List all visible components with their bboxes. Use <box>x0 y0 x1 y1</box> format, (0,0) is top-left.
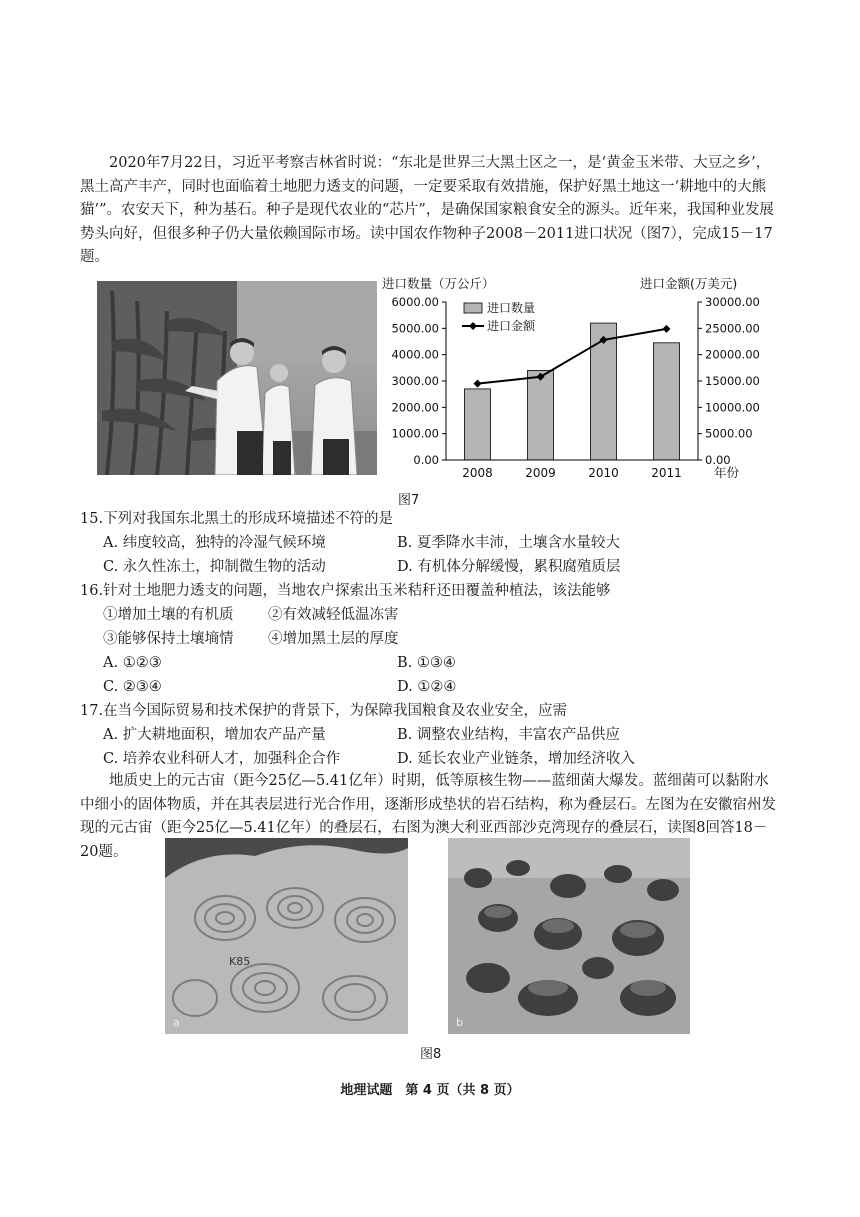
quantity-bar-2011 <box>654 343 680 460</box>
shark-bay-stromatolites-photo <box>448 838 690 1034</box>
question-17-option-d[interactable]: D. 延长农业产业链条，增加经济收入 <box>397 751 635 767</box>
x-tick-label-2010: 2010 <box>588 466 619 480</box>
shark-bay-illustration <box>448 838 690 1034</box>
x-axis-labels <box>462 466 682 480</box>
question-text: 下列对我国东北黑土的形成环境描述不符的是 <box>103 511 394 527</box>
photo-a-label: a <box>173 1016 180 1029</box>
left-tick-label: 3000.00 <box>391 374 439 388</box>
fossil-marking: K85 <box>229 955 251 968</box>
question-16-option-b[interactable]: B. ①③④ <box>397 655 456 671</box>
question-17-stem <box>80 699 567 723</box>
corn-field-illustration <box>97 281 377 475</box>
intro-paragraph: 2020年7月22日，习近平考察吉林省时说：“东北是世界三大黑土区之一，是‘黄金玉米带、大豆之乡’，黑土高产丰产，同时也面临着土地肥力透支的问题，一定要采取有效措施，保护好黑土地这一‘耕地中的大熊猫’”。农安天下，种为基石。种子是现代农业的“芯片”，是确保国家粮食安全的源头。近年来，我国种业发展势头向好，但很多种子仍大量依赖国际市场。读中国农作物种子2008－2011进口状况（图7），完成15－17题。 <box>80 155 774 265</box>
stromatolite-paragraph: 地质史上的元古宙（距今25亿—5.41亿年）时期，低等原核生物——蓝细菌大爆发。蓝细菌可以黏附水中细小的固体物质，并在其表层进行光合作用，逐渐形成垫状的岩石结构，称为叠层石。左图为在安徽宿州发现的元古宙（距今25亿—5.41亿年）的叠层石，右图为澳大利亚西部沙克湾现存的叠层石，读图8回答18－20题。 <box>80 773 776 860</box>
right-axis-ticks <box>698 295 760 467</box>
left-tick-label: 0.00 <box>413 453 439 467</box>
right-tick-label: 25000.00 <box>705 321 760 336</box>
left-axis-ticks <box>391 295 446 467</box>
question-17-option-a[interactable]: A. 扩大耕地面积，增加农产品产量 <box>103 727 326 743</box>
left-tick-label: 1000.00 <box>391 426 439 441</box>
question-17-option-b[interactable]: B. 调整农业结构，丰富农产品供应 <box>397 727 620 743</box>
left-tick-label: 6000.00 <box>391 295 439 309</box>
right-tick-label: 30000.00 <box>705 295 760 309</box>
x-tick-label-2011: 2011 <box>651 466 682 480</box>
right-tick-label: 10000.00 <box>705 400 760 415</box>
question-15-option-c[interactable]: C. 永久性冻土，抑制微生物的活动 <box>103 559 326 575</box>
left-tick-label: 5000.00 <box>391 321 439 336</box>
x-tick-label-2009: 2009 <box>525 466 556 480</box>
question-16-statement-1: ①增加土壤的有机质 <box>103 607 234 623</box>
amount-point-2011 <box>663 325 671 333</box>
question-15-option-b[interactable]: B. 夏季降水丰沛，土壤含水量较大 <box>397 535 620 551</box>
corn-field-photo <box>97 281 377 475</box>
question-number: 15. <box>80 511 104 527</box>
import-quantity-bars <box>465 323 680 460</box>
right-tick-label: 5000.00 <box>705 426 753 441</box>
legend-line-marker <box>469 322 477 330</box>
stromatolite-fossil-photo <box>165 838 408 1034</box>
question-number: 16. <box>80 583 104 599</box>
right-tick-label: 20000.00 <box>705 347 760 362</box>
import-amount-line <box>478 329 667 384</box>
question-text: 在当今国际贸易和技术保护的背景下，为保障我国粮食及农业安全，应需 <box>103 703 568 719</box>
question-number: 17. <box>80 703 104 719</box>
photo-b-label: b <box>456 1016 463 1029</box>
quantity-bar-2009 <box>528 370 554 460</box>
question-17-option-c[interactable]: C. 培养农业科研人才，加强科企合作 <box>103 751 341 767</box>
question-16-option-c[interactable]: C. ②③④ <box>103 679 162 695</box>
right-tick-label: 0.00 <box>705 453 731 467</box>
right-tick-label: 15000.00 <box>705 374 760 388</box>
stromatolite-fossil-illustration <box>165 838 408 1034</box>
amount-point-2008 <box>474 380 482 388</box>
figure7-caption: 图7 <box>398 493 420 508</box>
question-16-statement-2: ②有效减轻低温冻害 <box>268 607 399 623</box>
question-15-option-d[interactable]: D. 有机体分解缓慢，累积腐殖质层 <box>397 559 621 575</box>
page-footer: 地理试题 第 4 页（共 8 页） <box>340 1083 520 1098</box>
question-15-stem <box>80 507 393 531</box>
left-tick-label: 4000.00 <box>391 347 439 362</box>
seed-import-chart <box>378 272 778 487</box>
question-16-stem <box>80 579 611 603</box>
question-text: 针对土地肥力透支的问题，当地农户探索出玉米秸秆还田覆盖种植法，该法能够 <box>103 583 611 599</box>
question-16-statement-3: ③能够保持土壤墒情 <box>103 631 234 647</box>
chart-legend <box>462 300 536 333</box>
legend-quantity-label: 进口数量 <box>487 301 536 315</box>
legend-amount-label: 进口金额 <box>487 319 536 333</box>
quantity-bar-2008 <box>465 389 491 460</box>
figure8-caption: 图8 <box>420 1047 442 1062</box>
left-tick-label: 2000.00 <box>391 400 439 415</box>
chart-left-axis-title: 进口数量（万公斤） <box>382 276 495 291</box>
question-16-statement-4: ④增加黑土层的厚度 <box>268 631 399 647</box>
question-15-option-a[interactable]: A. 纬度较高，独特的冷湿气候环境 <box>103 535 326 551</box>
legend-bar-swatch <box>464 303 482 313</box>
x-axis-unit-label: 年份 <box>714 465 740 480</box>
question-16-option-d[interactable]: D. ①②④ <box>397 679 457 695</box>
x-tick-label-2008: 2008 <box>462 466 493 480</box>
question-16-option-a[interactable]: A. ①②③ <box>103 655 162 671</box>
chart-right-axis-title: 进口金额(万美元) <box>640 276 738 291</box>
